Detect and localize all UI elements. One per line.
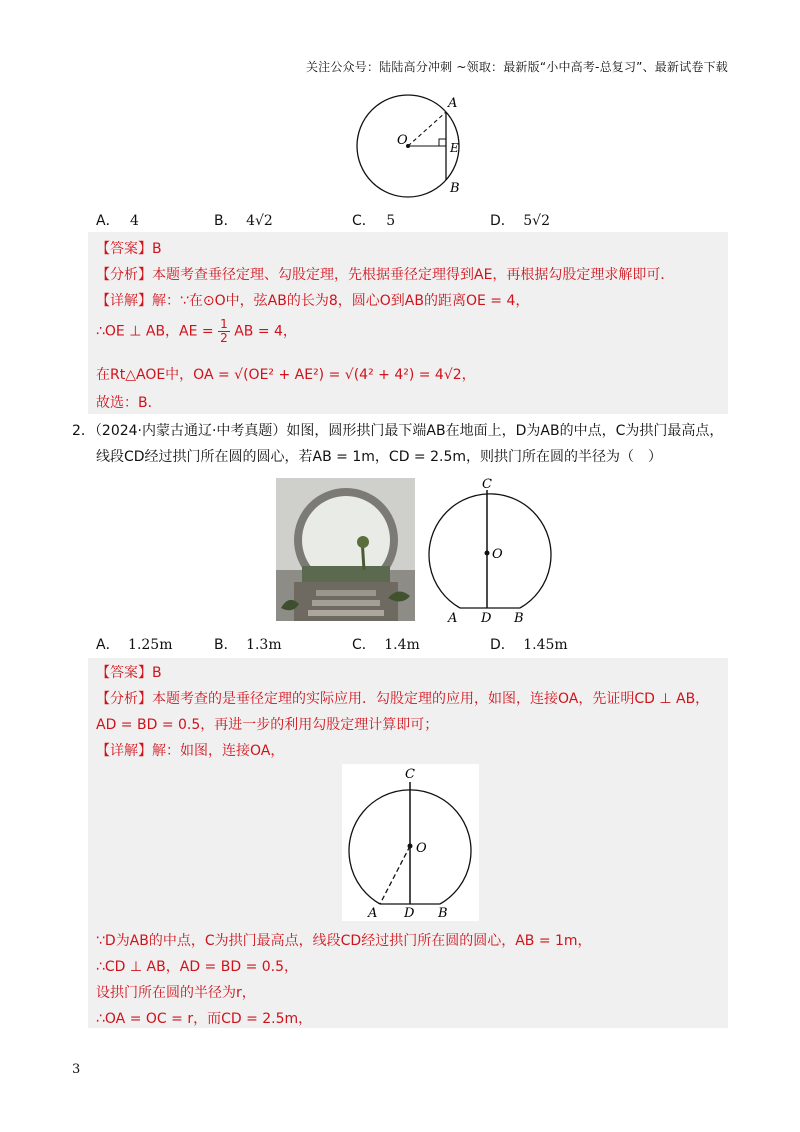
label-a: A bbox=[448, 611, 458, 626]
label-b: B bbox=[450, 181, 460, 196]
label-c: C bbox=[482, 477, 492, 492]
label-d: D bbox=[481, 611, 492, 626]
q2-detail-5: ∴OA = OC = r，而CD = 2.5m， bbox=[96, 1011, 313, 1027]
q2-detail-3: ∴CD ⊥ AB，AD = BD = 0.5， bbox=[96, 959, 299, 975]
q2-option-d: D． 1.45m bbox=[490, 637, 568, 653]
q1-option-d: D． 5√2 bbox=[490, 213, 550, 229]
moon-gate-photo bbox=[276, 478, 415, 621]
label-e: E bbox=[450, 141, 459, 155]
q1-option-c: C． 5 bbox=[352, 213, 396, 229]
figure-arch-solution bbox=[342, 764, 479, 921]
q1-option-b: B． 4√2 bbox=[214, 213, 273, 229]
label-o: O bbox=[492, 547, 503, 562]
label-a: A bbox=[448, 96, 458, 111]
label-a: A bbox=[368, 906, 378, 921]
q1-detail-1: 【详解】解：∵在⊙O中，弦AB的长为8，圆心O到AB的距离OE = 4， bbox=[96, 293, 530, 309]
q2-line-2: 线段CD经过拱门所在圆的圆心，若AB = 1m，CD = 2.5m，则拱门所在圆的半径为（ ） bbox=[96, 449, 663, 465]
label-d: D bbox=[404, 906, 415, 921]
q2-line-1: 2．（2024·内蒙古通辽·中考真题）如图，圆形拱门最下端AB在地面上，D为AB的中点，C为拱门最高点， bbox=[72, 423, 724, 439]
q2-detail-2: ∵D为AB的中点，C为拱门最高点，线段CD经过拱门所在圆的圆心，AB = 1m， bbox=[96, 933, 592, 949]
label-o: O bbox=[416, 841, 427, 856]
q2-option-c: C． 1.4m bbox=[352, 637, 420, 653]
label-b: B bbox=[438, 906, 448, 921]
q2-answer: 【答案】B bbox=[96, 665, 162, 681]
q2-detail-4: 设拱门所在圆的半径为r， bbox=[96, 985, 256, 1001]
figure-arch bbox=[420, 476, 560, 626]
q1-option-a: A． 4 bbox=[96, 213, 139, 229]
page-number: 3 bbox=[72, 1062, 81, 1077]
label-b: B bbox=[514, 611, 524, 626]
q2-analysis-1: 【分析】本题考查的是垂径定理的实际应用．勾股定理的应用，如图，连接OA，先证明CD ⊥ AB， bbox=[96, 691, 710, 707]
q1-analysis: 【分析】本题考查垂径定理、勾股定理，先根据垂径定理得到AE，再根据勾股定理求解即可． bbox=[96, 267, 675, 283]
arch-arc bbox=[429, 494, 551, 608]
fraction-half: $\frac{1}{2}$ bbox=[220, 317, 228, 345]
q2-option-b: B． 1.3m bbox=[214, 637, 282, 653]
q2-option-a: A． 1.25m bbox=[96, 637, 173, 653]
center-point bbox=[485, 551, 490, 556]
right-angle-mark bbox=[439, 139, 446, 146]
q1-detail-2: ∴OE ⊥ AB，AE = $\frac{1}{2}$ AB = 4， bbox=[96, 317, 297, 345]
label-o: O bbox=[397, 133, 408, 148]
q2-analysis-2: AD = BD = 0.5，再进一步的利用勾股定理计算即可； bbox=[96, 717, 439, 733]
label-c: C bbox=[405, 767, 415, 782]
q1-detail-3: 在Rt△AOE中，OA = √(OE² + AE²) = √(4² + 4²) = 4√2， bbox=[96, 367, 476, 383]
q1-detail-4: 故选：B． bbox=[96, 395, 162, 411]
figure-circle-chord bbox=[350, 92, 480, 202]
q2-detail-1: 【详解】解：如图，连接OA， bbox=[96, 743, 285, 759]
radius-oa bbox=[408, 112, 446, 146]
center-point bbox=[408, 844, 413, 849]
page-header: 关注公众号：陆陆高分冲刺 ~领取：最新版“小中高考-总复习”、最新试卷下载 bbox=[305, 60, 728, 74]
q1-answer: 【答案】B bbox=[96, 241, 162, 257]
